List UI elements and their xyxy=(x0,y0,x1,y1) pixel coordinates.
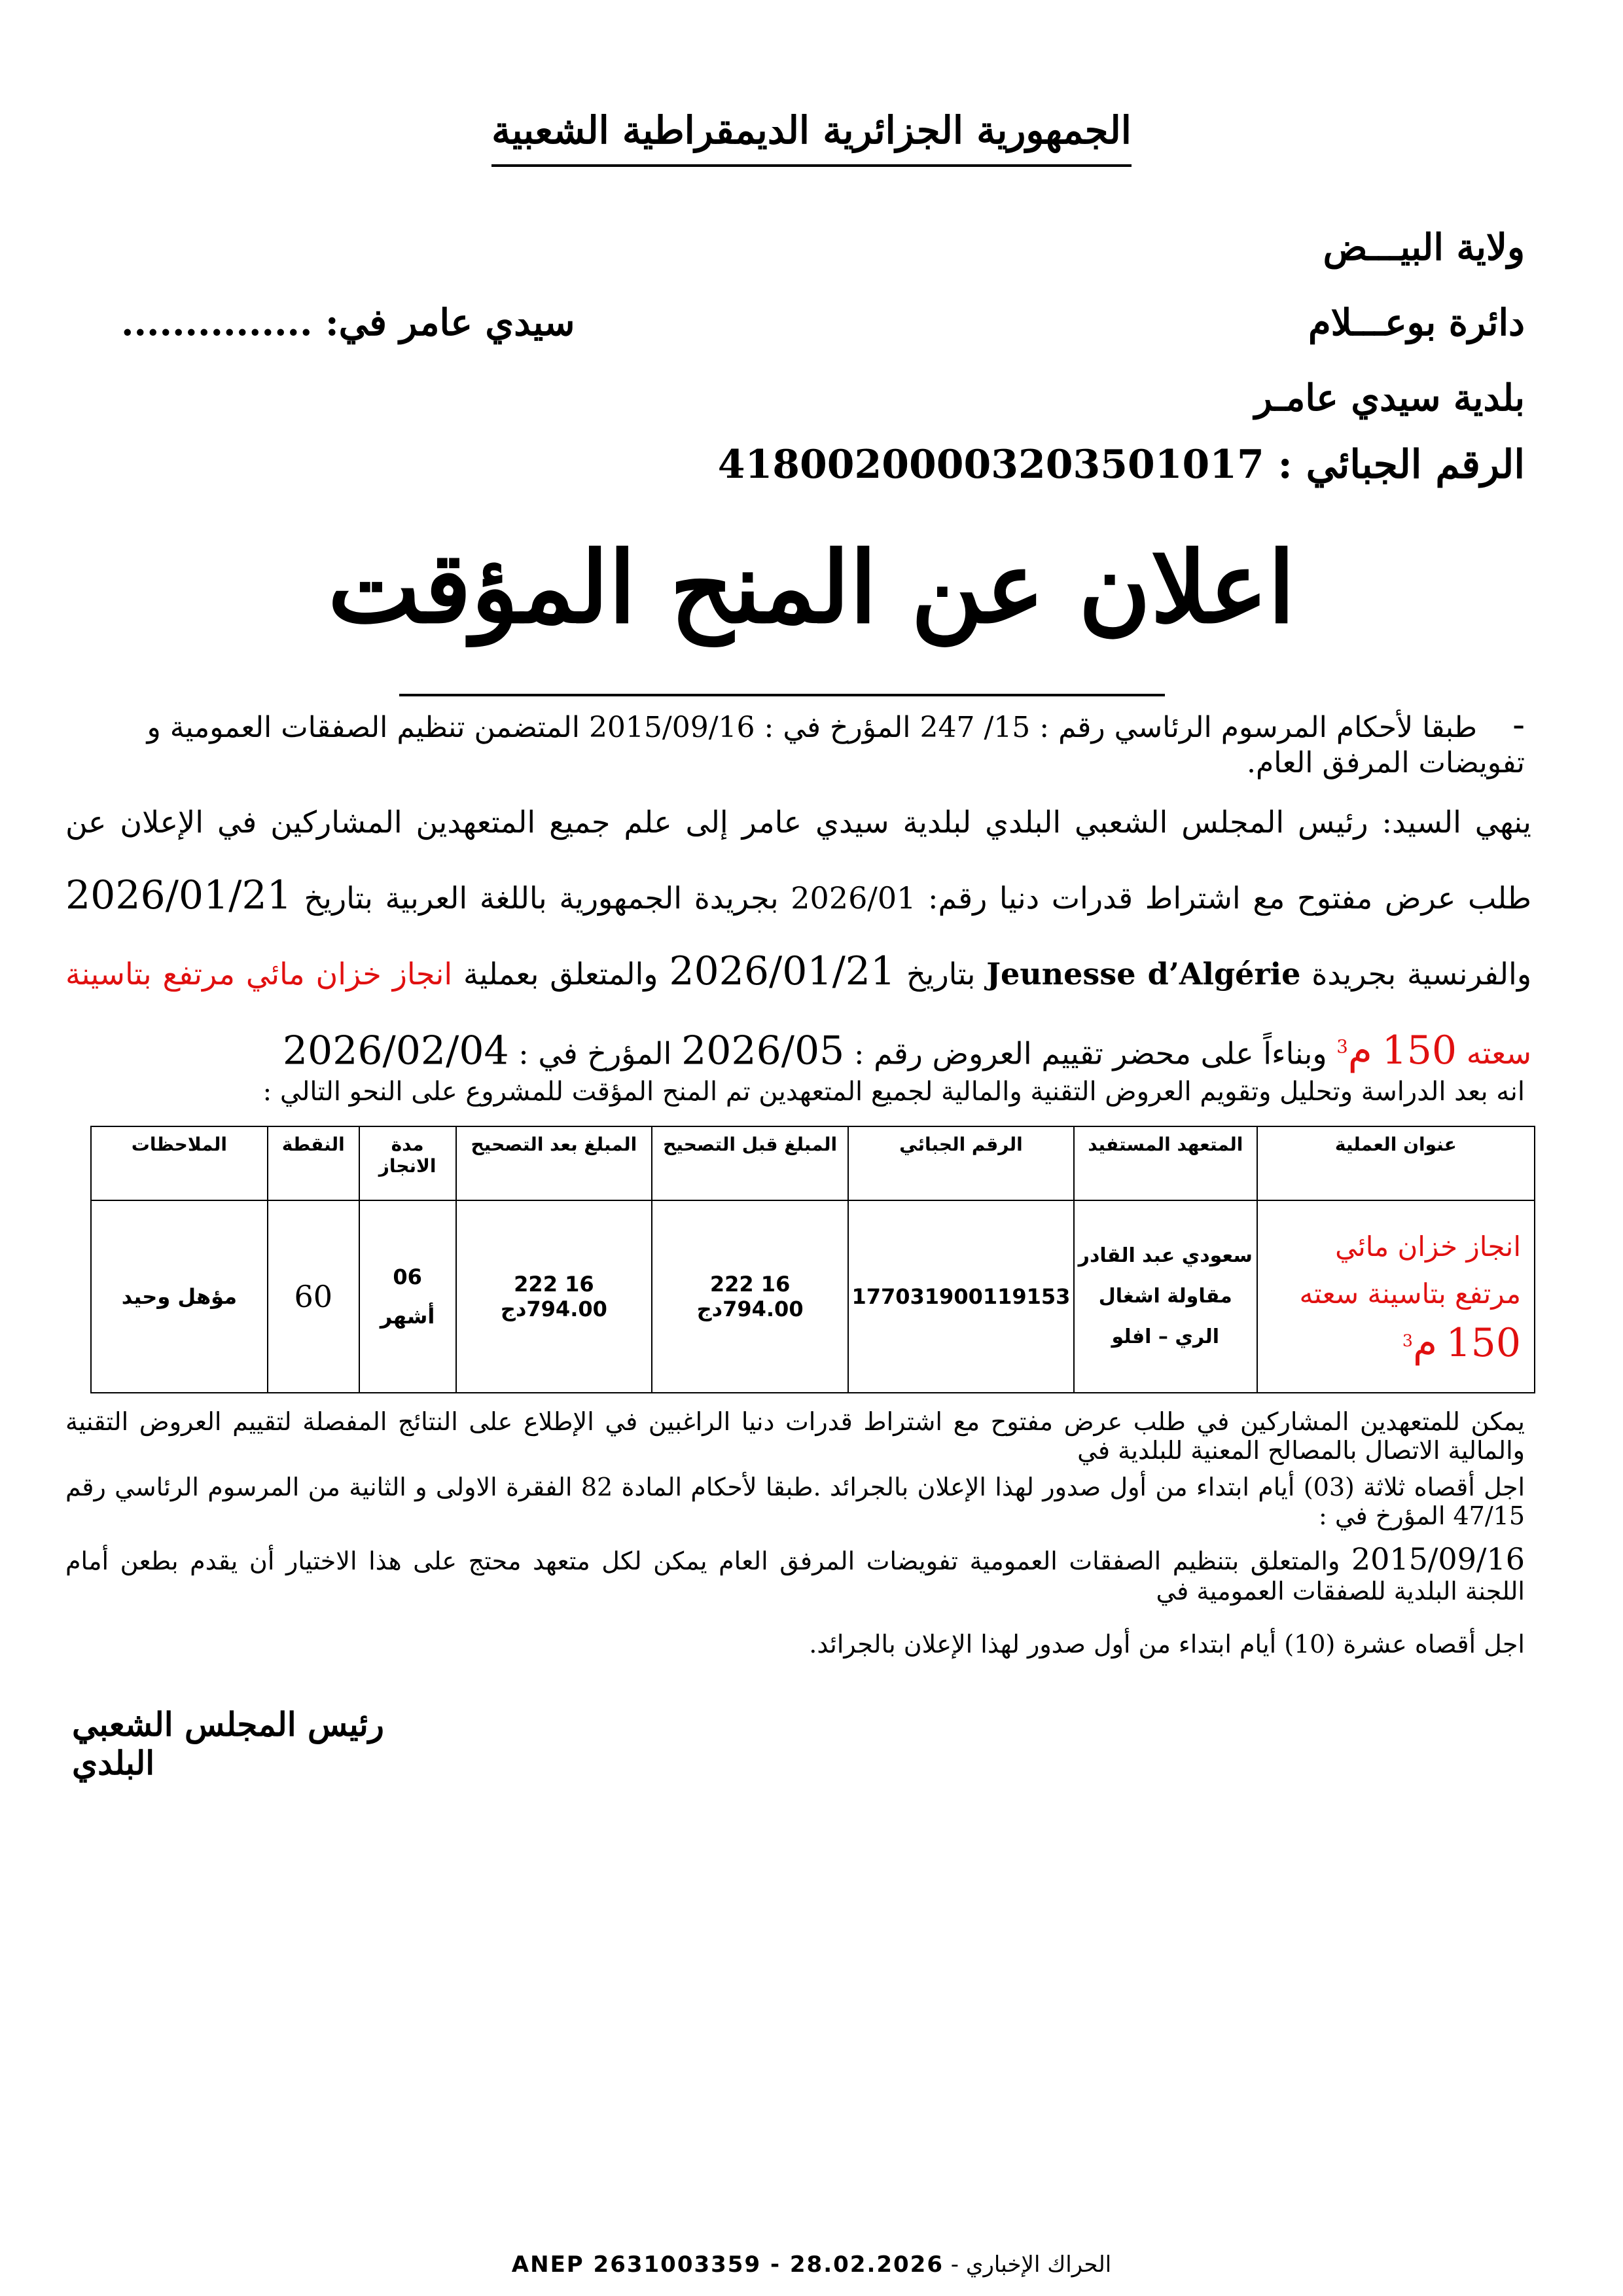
table-header-row xyxy=(91,1126,1535,1200)
cell-duration xyxy=(359,1200,456,1393)
capacity-value: 150 xyxy=(1382,1028,1457,1074)
col-header-bidder: المتعهد المستفيد xyxy=(1074,1126,1257,1200)
para-part-2: والفرنسية بجريدة xyxy=(1311,956,1532,992)
col-header-duration: مدة الانجاز xyxy=(359,1126,456,1200)
col-header-after: المبلغ بعد التصحيح xyxy=(456,1126,652,1200)
col-header-before: المبلغ قبل التصحيح xyxy=(652,1126,848,1200)
date-french-newspaper: 2026/01/21 xyxy=(669,948,896,994)
signature-title: رئيس المجلس الشعبي البلدي xyxy=(72,1705,384,1782)
cell-score: 60 xyxy=(268,1200,359,1393)
col-header-fiscal: الرقم الجبائي xyxy=(848,1126,1074,1200)
fiscal-number-line xyxy=(718,442,1525,488)
cell-after: 16 222 794.00دج xyxy=(456,1200,652,1393)
operation-text: انجاز خزان مائي مرتفع بتاسينة سعته xyxy=(65,956,1531,1071)
announcement-paragraph xyxy=(65,785,1531,1090)
title-divider xyxy=(399,694,1165,696)
footer-line-2: اجل أقصاه ثلاثة (03) أيام ابتداء من أول صدور لهذا الإعلان بالجرائد .طبقا لأحكام المادة 82 الفقرة الاولى و الثانية من المرسوم الرئاسي رقم 47/15 المؤرخ في : xyxy=(65,1473,1525,1530)
para-part-4: والمتعلق بعملية xyxy=(463,956,658,992)
cell-bidder: سعودي عبد القادر مقاولة اشغال الري – افلو xyxy=(1074,1200,1257,1393)
award-table xyxy=(90,1126,1535,1393)
cell-fiscal: 177031900119153 xyxy=(848,1200,1074,1393)
cell-operation xyxy=(1257,1200,1535,1393)
col-header-score: النقطة xyxy=(268,1126,359,1200)
col-header-notes: الملاحظات xyxy=(91,1126,268,1200)
capacity-unit-exponent: 3 xyxy=(1336,1036,1348,1058)
footer-line-4: اجل أقصاه عشرة (10) أيام ابتداء من أول صدور لهذا الإعلان بالجرائد. xyxy=(809,1630,1525,1659)
anep-separator: - xyxy=(944,2251,966,2278)
footer-line-1: يمكن للمتعهدين المشاركين في طلب عرض مفتوح مع اشتراط قدرات دنيا الراغبين في الإطلاع على النتائج المفصلة لتقييم العروض التقنية والمالية الاتصال بالمصالح المعنية للبلدية في xyxy=(65,1407,1525,1465)
capacity-unit: م xyxy=(1347,1028,1372,1074)
republic-text: الجمهورية الجزائرية الديمقراطية الشعبية xyxy=(491,108,1132,167)
cell-duration-unit: أشهر xyxy=(380,1304,435,1329)
table-row xyxy=(91,1200,1535,1393)
daira-line: دائرة بوعـــلام xyxy=(1308,301,1525,344)
pv-number: 2026/05 xyxy=(681,1028,845,1074)
bullet-dash: - xyxy=(1512,704,1525,746)
cell-notes: مؤهل وحيد xyxy=(91,1200,268,1393)
fiscal-number: 41800200003203501017 xyxy=(717,442,1264,488)
footer-decree-date: 2015/09/16 xyxy=(1351,1541,1525,1577)
cell-before: 16 222 794.00دج xyxy=(652,1200,848,1393)
republic-heading xyxy=(0,108,1623,152)
cell-operation-text: انجاز خزان مائي مرتفع بتاسينة سعته xyxy=(1299,1230,1521,1310)
anep-reference xyxy=(0,2251,1623,2278)
wilaya-line: ولاية البيـــض xyxy=(1323,226,1525,269)
cell-unit: م xyxy=(1412,1319,1438,1366)
para-part-3: بتاريخ xyxy=(906,956,976,992)
fiscal-label: الرقم الجبائي : xyxy=(1277,442,1525,488)
pv-date: 2026/02/04 xyxy=(282,1028,509,1074)
para-part-5: وبناءاً على محضر تقييم العروض رقم : xyxy=(853,1035,1327,1071)
newspaper-name: الحراك الإخباري xyxy=(965,2251,1112,2278)
baladia-line: بلدية سيدي عامـر xyxy=(1255,376,1525,420)
anep-code: ANEP 2631003359 - 28.02.2026 xyxy=(511,2251,944,2278)
newspaper-french: Jeunesse d’Algérie xyxy=(986,956,1301,992)
cell-capacity: 150 xyxy=(1446,1319,1521,1366)
footer-line-3 xyxy=(65,1541,1525,1605)
date-arabic-newspaper: 2026/01/21 xyxy=(65,872,292,918)
legal-reference-text: طبقا لأحكام المرسوم الرئاسي رقم : 15/ 247 المؤرخ في : 2015/09/16 المتضمن تنظيم الصفقات العمومية و تفويضات المرفق العام. xyxy=(147,711,1525,780)
place-date-line: سيدي عامر في: ............... xyxy=(121,301,575,344)
para-part-6: المؤرخ في : xyxy=(518,1035,672,1071)
col-header-operation: عنوان العملية xyxy=(1257,1126,1535,1200)
cell-duration-number: 06 xyxy=(393,1265,422,1289)
table-intro: انه بعد الدراسة وتحليل وتقويم العروض التقنية والمالية لجميع المتعهدين تم المنح المؤقت للمشروع على النحو التالي : xyxy=(262,1077,1525,1107)
para-part-1: ينهي السيد: رئيس المجلس الشعبي البلدي لبلدية سيدي عامر إلى علم جميع المتعهدين المشاركين في الإعلان عن طلب عرض مفتوح مع اشتراط قدرات دنيا رقم: 2026/01 بجريدة الجمهورية باللغة العربية بتاريخ xyxy=(65,804,1532,916)
page-title: اعلان عن المنح المؤقت xyxy=(328,530,1295,645)
legal-reference xyxy=(92,704,1525,780)
cell-unit-exponent: 3 xyxy=(1402,1331,1413,1350)
footer-line-3-text: والمتعلق بتنظيم الصفقات العمومية تفويضات المرفق العام يمكن لكل متعهد محتج على هذا الاختيار أن يقدم بطعن أمام اللجنة البلدية للصفقات العمومية في xyxy=(65,1547,1525,1605)
